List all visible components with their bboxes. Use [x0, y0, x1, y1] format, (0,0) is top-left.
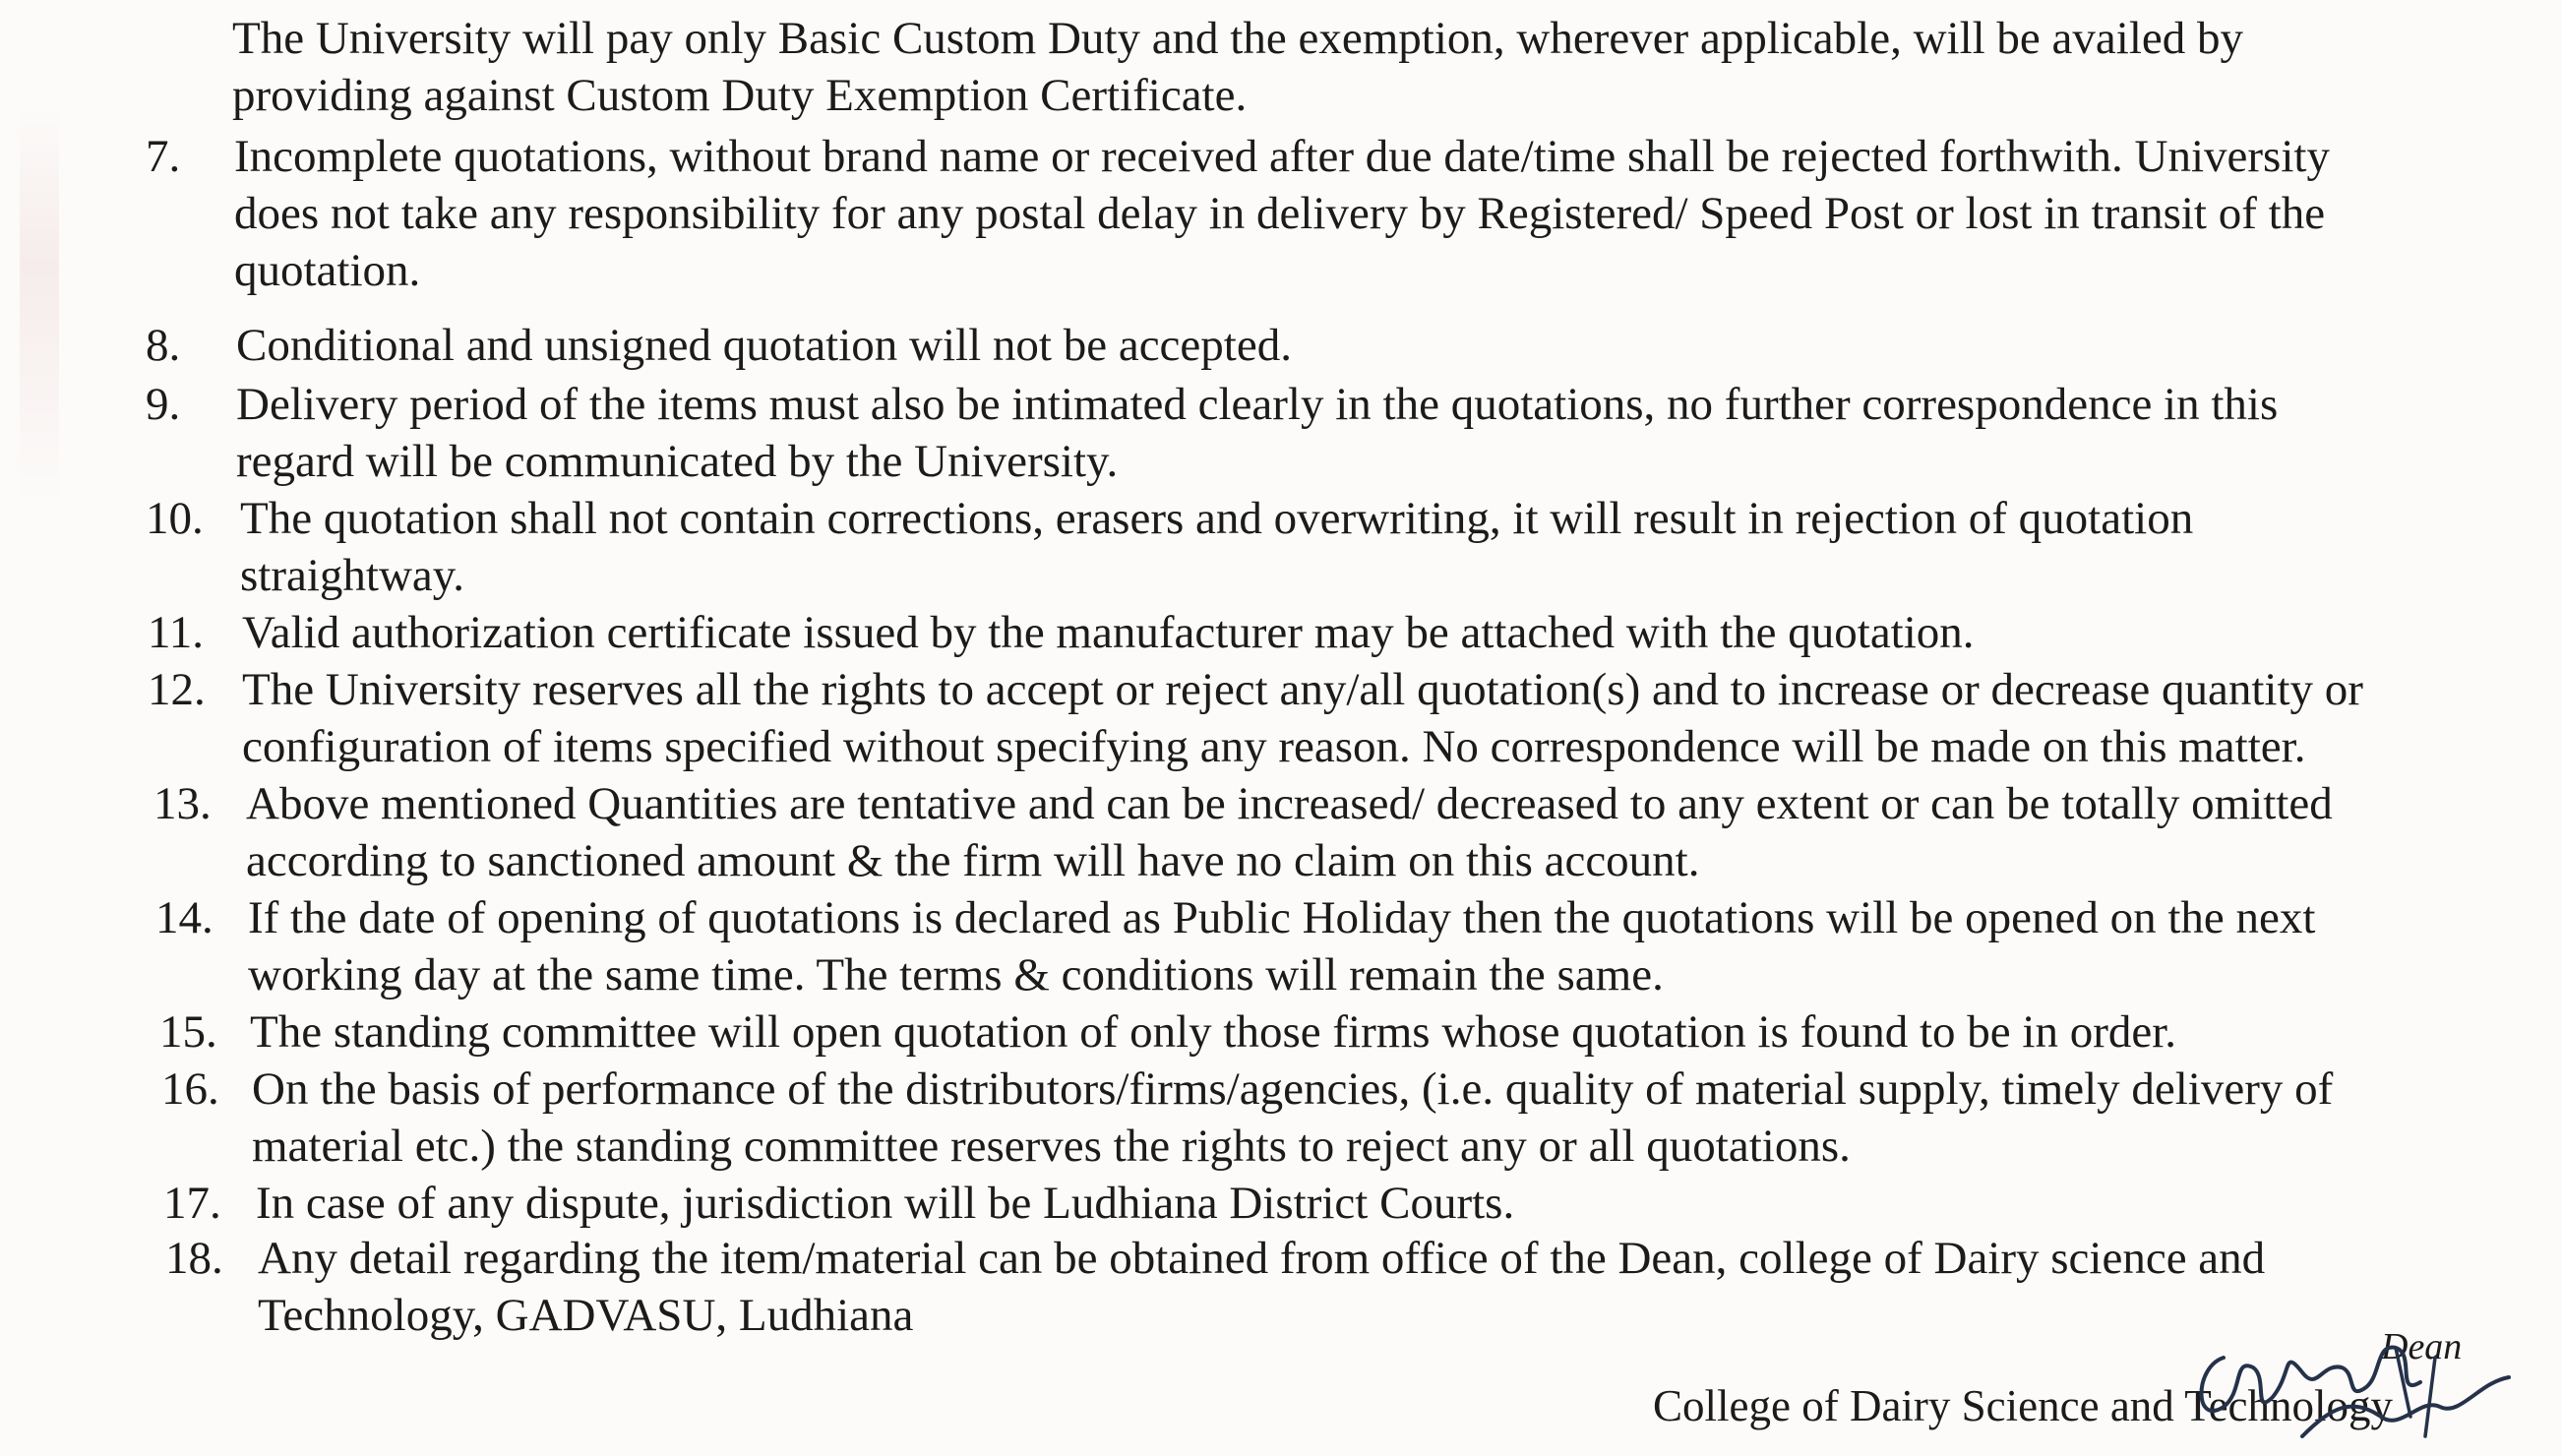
- item-number: 7.: [146, 131, 181, 182]
- item-text: Any detail regarding the item/material can be obtained from office of the Dean, college of Dairy science and Technology, GADVASU, Ludhiana: [258, 1233, 2266, 1341]
- item-number: 14.: [155, 892, 214, 943]
- item-text: Incomplete quotations, without brand name or received after due date/time shall be rejected forthwith. University does not take any responsibility for any postal delay in delivery by Registered/ Speed Post or lost in transit of the quotation.: [234, 131, 2330, 296]
- item-text: The standing committee will open quotation of only those firms whose quotation is found to be in order.: [250, 1006, 2177, 1058]
- item-number: 17.: [163, 1178, 221, 1229]
- item-text: Conditional and unsigned quotation will not be accepted.: [236, 320, 1292, 371]
- item-number: 15.: [159, 1006, 217, 1058]
- item-text: The quotation shall not contain corrections, erasers and overwriting, it will result in rejection of quotation straightway.: [240, 493, 2194, 601]
- item-text: In case of any dispute, jurisdiction will be Ludhiana District Courts.: [256, 1178, 1515, 1229]
- item-text: Valid authorization certificate issued by the manufacturer may be attached with the quotation.: [242, 607, 1975, 658]
- item-number: 10.: [146, 493, 204, 544]
- item-number: 16.: [161, 1063, 219, 1115]
- item-text: On the basis of performance of the distributors/firms/agencies, (i.e. quality of material supply, timely delivery of material etc.) the standing committee reserves the rights to reject any or all quotations.: [252, 1063, 2334, 1172]
- item-number: 8.: [146, 320, 181, 371]
- item-text: Delivery period of the items must also be intimated clearly in the quotations, no further correspondence in this regard will be communicated by the University.: [236, 379, 2279, 487]
- item-text: If the date of opening of quotations is declared as Public Holiday then the quotations will be opened on the next working day at the same time. The terms & conditions will remain the same.: [248, 892, 2316, 1001]
- item-number: 11.: [148, 607, 205, 658]
- margin-smudge: [20, 108, 59, 502]
- signature-block: [1653, 1289, 2519, 1456]
- item-text: The University will pay only Basic Custom Duty and the exemption, wherever applicable, will be availed by providing against Custom Duty Exemption Certificate.: [232, 13, 2243, 121]
- item-number: 13.: [153, 778, 212, 829]
- handwritten-signature: [2184, 1289, 2519, 1456]
- college-name: College of Dairy Science and Technology: [1653, 1381, 2394, 1430]
- designation-dean: Dean: [2381, 1326, 2463, 1367]
- item-number: 12.: [148, 664, 206, 715]
- item-number: 18.: [165, 1233, 223, 1284]
- item-text: The University reserves all the rights to accept or reject any/all quotation(s) and to increase or decrease quantity or configuration of items specified without specifying any reason. No correspondence will be made on this matter.: [242, 664, 2363, 772]
- item-number: 9.: [146, 379, 181, 430]
- item-text: Above mentioned Quantities are tentative and can be increased/ decreased to any extent or can be totally omitted according to sanctioned amount & the firm will have no claim on this account.: [246, 778, 2333, 886]
